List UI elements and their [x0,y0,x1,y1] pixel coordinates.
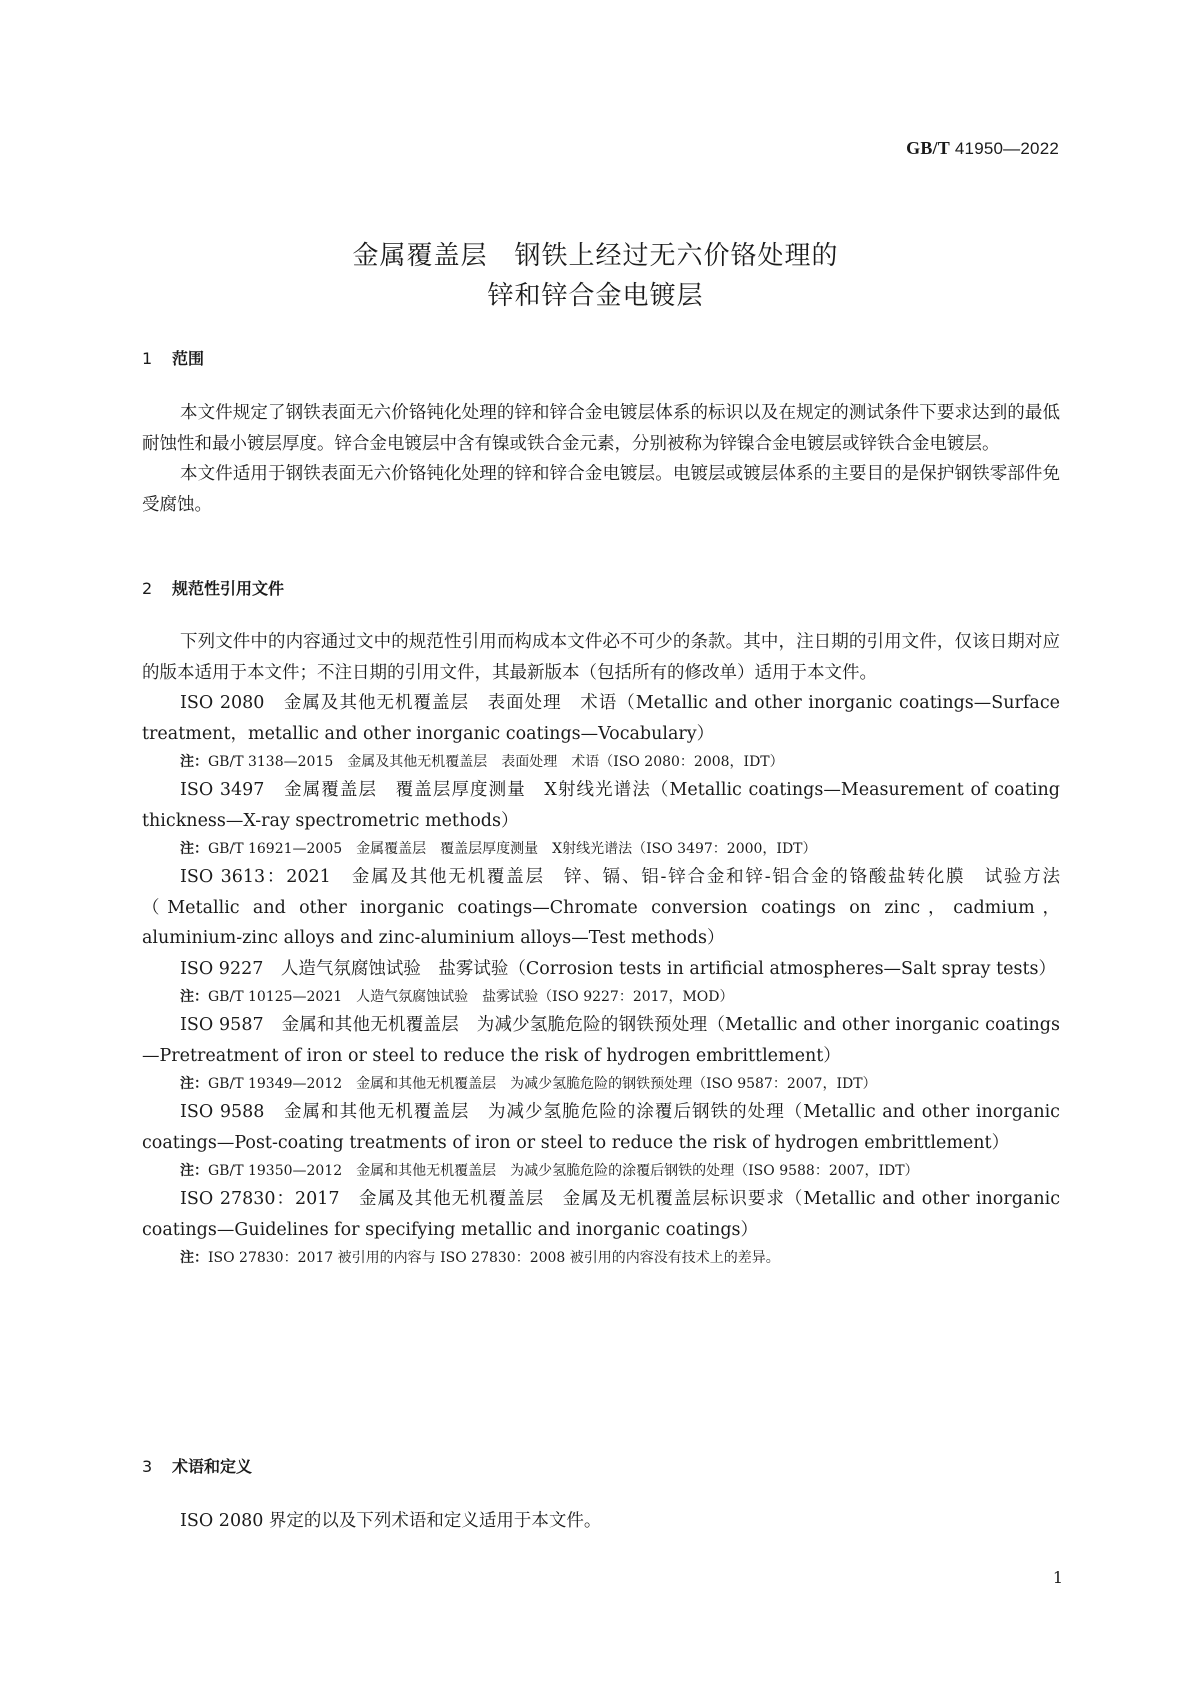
section-3-heading [142,1454,252,1477]
standard-code [906,138,1059,159]
reference-iso-3613: ISO 3613：2021 金属及其他无机覆盖层 锌、镉、铝-锌合金和锌-铝合金的铬酸盐转化膜 试验方法（Metallic and other inorganic coatings—Chromate conversion coatings on zinc，cadmium，aluminium-zinc alloys and zinc-aluminium alloys—Test methods） [142,867,1060,948]
paragraph: 本文件规定了钢铁表面无六价铬钝化处理的锌和锌合金电镀层体系的标识以及在规定的测试条件下要求达到的最低耐蚀性和最小镀层厚度。锌合金电镀层中含有镍或铁合金元素，分别被称为锌镍合金电镀层或锌铁合金电镀层。 [142,403,1060,454]
paragraph: 本文件适用于钢铁表面无六价铬钝化处理的锌和锌合金电镀层。电镀层或镀层体系的主要目的是保护钢铁零部件免受腐蚀。 [142,464,1060,515]
note-text: ISO 27830：2017 被引用的内容与 ISO 27830：2008 被引用的内容没有技术上的差异。 [208,1250,780,1266]
reference-iso-27830: ISO 27830：2017 金属及其他无机覆盖层 金属及无机覆盖层标识要求（Metallic and other inorganic coatings—Guidelines for specifying metallic and inorganic coatings） [142,1189,1060,1240]
reference-note [142,1158,1060,1184]
reference-iso-2080: ISO 2080 金属及其他无机覆盖层 表面处理 术语（Metallic and other inorganic coatings—Surface treatment，metallic and other inorganic coatings—Vocabulary） [142,693,1060,744]
note-label: 注： [180,1163,208,1179]
section-number: 1 [142,349,153,368]
note-label: 注： [180,989,208,1005]
note-label: 注： [180,1250,208,1266]
section-1-heading [142,346,204,369]
section-title: 术语和定义 [172,1457,253,1476]
reference-iso-3497: ISO 3497 金属覆盖层 覆盖层厚度测量 X射线光谱法（Metallic coatings—Measurement of coating thickness—X-ray spectrometric methods） [142,780,1060,831]
note-text: GB/T 16921—2005 金属覆盖层 覆盖层厚度测量 X射线光谱法（ISO 3497：2000，IDT） [208,841,817,857]
reference-note [142,1245,1060,1271]
reference-note [142,836,1060,862]
note-text: GB/T 19349—2012 金属和其他无机覆盖层 为减少氢脆危险的钢铁预处理（ISO 9587：2007，IDT） [208,1076,877,1092]
paragraph: ISO 2080 界定的以及下列术语和定义适用于本文件。 [180,1511,602,1531]
note-text: GB/T 10125—2021 人造气氛腐蚀试验 盐雾试验（ISO 9227：2017，MOD） [208,989,734,1005]
section-title: 范围 [172,349,205,368]
section-number: 3 [142,1457,153,1476]
document-title [0,236,1191,316]
section-2-body [142,627,1060,1271]
note-label: 注： [180,1076,208,1092]
reference-iso-9588: ISO 9588 金属和其他无机覆盖层 为减少氢脆危险的涂覆后钢铁的处理（Metallic and other inorganic coatings—Post-coating treatments of iron or steel to reduce the risk of hydrogen embrittlement） [142,1102,1060,1153]
reference-note [142,984,1060,1010]
reference-iso-9587: ISO 9587 金属和其他无机覆盖层 为减少氢脆危险的钢铁预处理（Metallic and other inorganic coatings—Pretreatment of iron or steel to reduce the risk of hydrogen embrittlement） [142,1015,1060,1066]
note-label: 注： [180,841,208,857]
note-label: 注： [180,754,208,770]
note-text: GB/T 3138—2015 金属及其他无机覆盖层 表面处理 术语（ISO 2080：2008，IDT） [208,754,784,770]
title-line-1: 金属覆盖层 钢铁上经过无六价铬处理的 [352,241,839,271]
section-title: 规范性引用文件 [172,579,285,598]
standard-number: 41950—2022 [954,139,1059,158]
note-text: GB/T 19350—2012 金属和其他无机覆盖层 为减少氢脆危险的涂覆后钢铁的处理（ISO 9588：2007，IDT） [208,1163,919,1179]
title-line-2: 锌和锌合金电镀层 [487,281,704,311]
page-number: 1 [1052,1568,1063,1587]
section-2-heading [142,576,284,599]
references-intro: 下列文件中的内容通过文中的规范性引用而构成本文件必不可少的条款。其中，注日期的引用文件，仅该日期对应的版本适用于本文件；不注日期的引用文件，其最新版本（包括所有的修改单）适用于本文件。 [142,632,1060,683]
reference-note [142,749,1060,775]
section-3-body [142,1506,1060,1537]
section-number: 2 [142,579,153,598]
reference-iso-9227: ISO 9227 人造气氛腐蚀试验 盐雾试验（Corrosion tests in artificial atmospheres—Salt spray tests） [180,958,1056,979]
standard-prefix: GB/T [906,138,950,158]
reference-note [142,1071,1060,1097]
section-1-body [142,398,1060,520]
